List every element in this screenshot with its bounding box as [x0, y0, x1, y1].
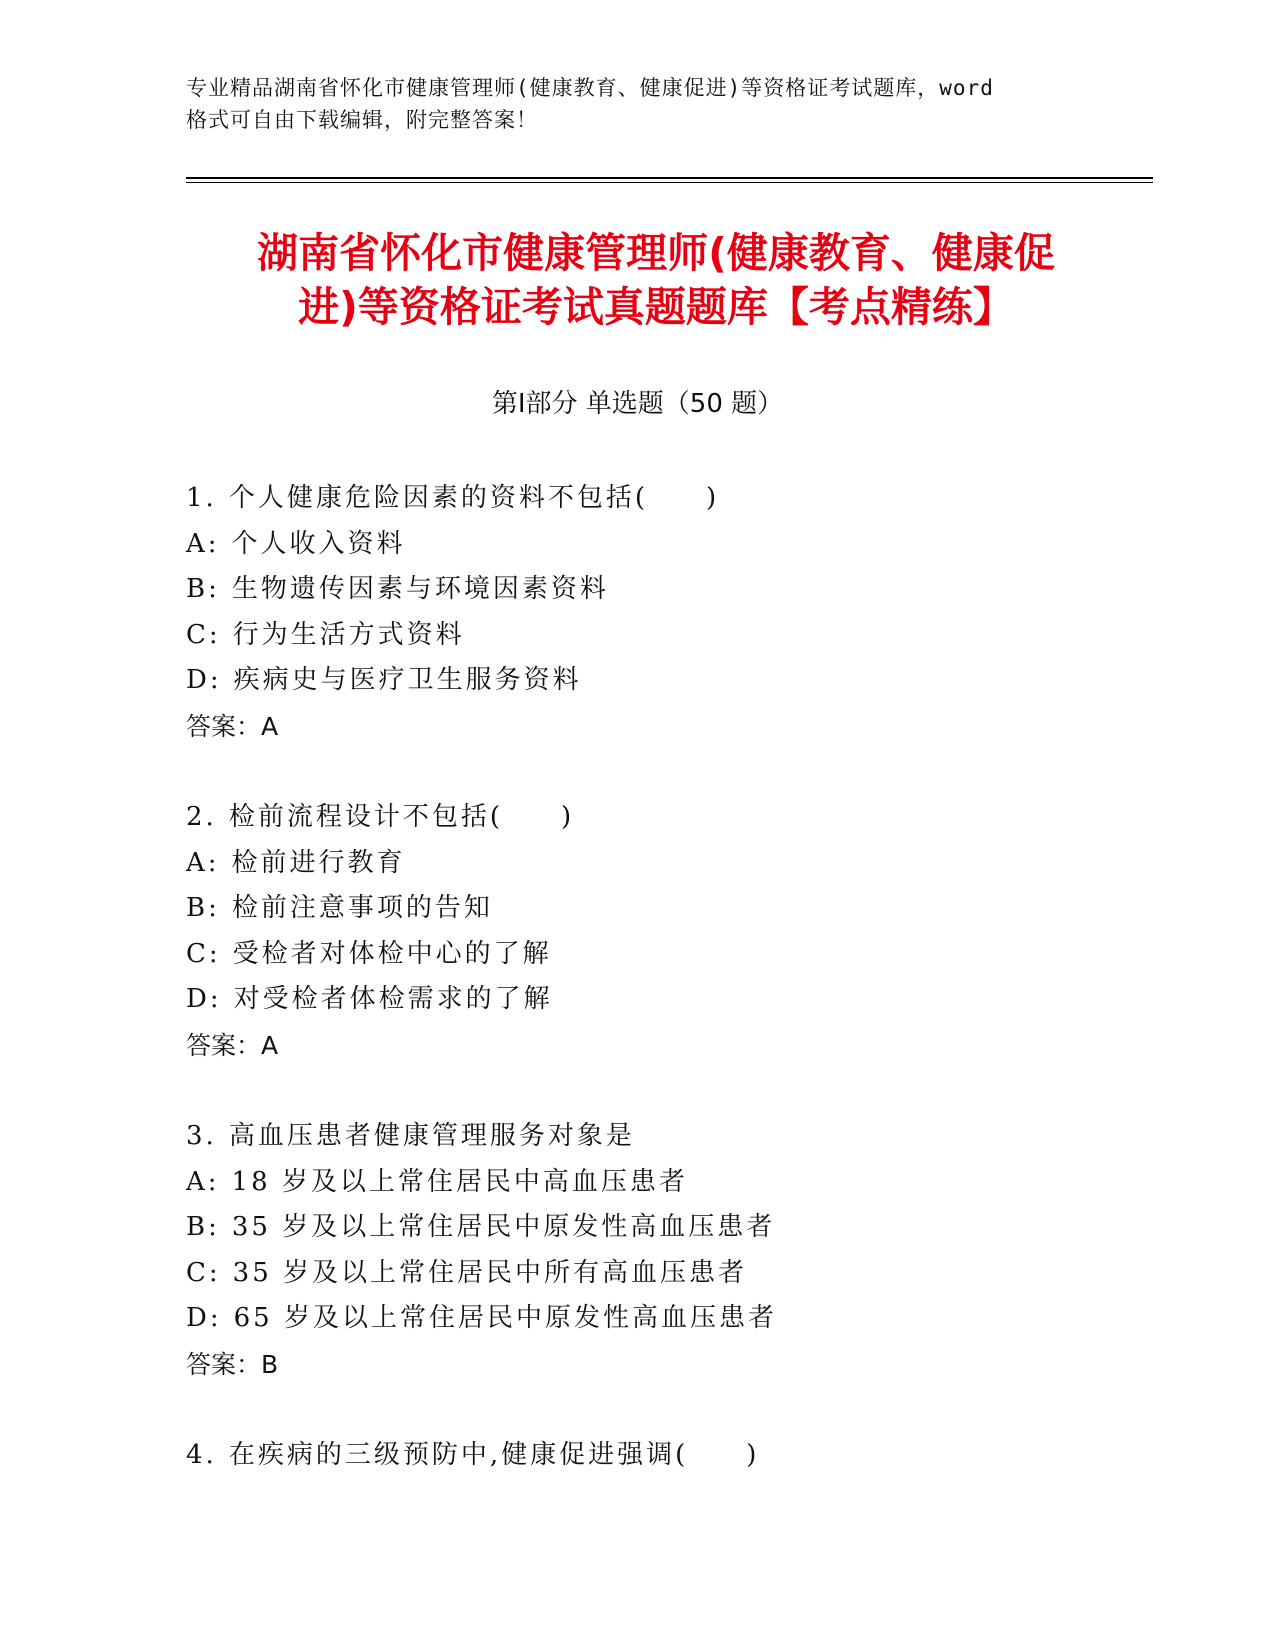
option-text: 受检者对体检中心的了解 — [232, 938, 552, 969]
option-label: A: — [186, 847, 220, 878]
question-3 — [186, 1114, 1146, 1387]
option-label: B: — [186, 893, 220, 923]
header-note-line-1: 专业精品湖南省怀化市健康管理师(健康教育、健康促进)等资格证考试题库，word — [186, 76, 994, 100]
document-title-line-2: 进)等资格证考试真题题库【考点精练】 — [298, 283, 1014, 331]
option-label: C: — [186, 938, 221, 969]
option-text: 35 岁及以上常住居民中所有高血压患者 — [232, 1257, 748, 1288]
question-list — [186, 476, 1146, 1525]
question-1-option-a — [186, 522, 1146, 568]
option-label: A: — [186, 1166, 220, 1197]
question-number: 1. — [186, 483, 217, 513]
option-label: C: — [186, 619, 221, 650]
question-3-option-c — [186, 1251, 1146, 1297]
option-text: 疾病史与医疗卫生服务资料 — [233, 665, 582, 695]
option-text: 对受检者体检需求的了解 — [233, 984, 553, 1014]
option-label: D: — [186, 1303, 222, 1333]
document-title-line-1: 湖南省怀化市健康管理师(健康教育、健康促 — [257, 229, 1055, 277]
question-1-answer: 答案：A — [186, 711, 279, 741]
question-4-stem — [186, 1433, 1146, 1479]
question-3-stem — [186, 1114, 1146, 1160]
option-label: A: — [186, 528, 220, 559]
header-note — [186, 72, 1086, 136]
question-2-stem — [186, 795, 1146, 841]
question-1-option-d — [186, 658, 1146, 704]
header-divider-thin — [186, 182, 1153, 183]
question-3-option-b — [186, 1205, 1146, 1251]
header-note-line-2: 格式可自由下载编辑，附完整答案！ — [186, 108, 538, 132]
question-number: 3. — [186, 1121, 217, 1151]
question-text: 检前流程设计不包括( ) — [228, 802, 575, 832]
question-1-option-b — [186, 567, 1146, 613]
option-label: C: — [186, 1257, 221, 1288]
question-text: 个人健康危险因素的资料不包括( ) — [228, 483, 720, 513]
option-text: 生物遗传因素与环境因素资料 — [231, 574, 609, 604]
question-4 — [186, 1433, 1146, 1479]
option-text: 检前进行教育 — [231, 847, 406, 878]
question-text: 在疾病的三级预防中,健康促进强调( ) — [228, 1440, 760, 1470]
question-2-option-a — [186, 841, 1146, 887]
document-title — [186, 226, 1126, 334]
question-2-option-d — [186, 977, 1146, 1023]
option-label: D: — [186, 984, 222, 1014]
option-text: 35 岁及以上常住居民中原发性高血压患者 — [231, 1212, 776, 1242]
question-text: 高血压患者健康管理服务对象是 — [228, 1121, 635, 1151]
option-text: 18 岁及以上常住居民中高血压患者 — [231, 1166, 688, 1197]
option-text: 检前注意事项的告知 — [231, 893, 493, 923]
option-text: 个人收入资料 — [231, 528, 406, 559]
option-label: D: — [186, 665, 222, 695]
option-text: 65 岁及以上常住居民中原发性高血压患者 — [233, 1303, 777, 1333]
option-label: B: — [186, 1212, 220, 1242]
question-2-option-c — [186, 932, 1146, 978]
option-label: B: — [186, 574, 220, 604]
question-3-answer: 答案：B — [186, 1349, 279, 1379]
question-number: 4. — [186, 1440, 217, 1470]
question-2-option-b — [186, 886, 1146, 932]
question-1 — [186, 476, 1146, 749]
question-2 — [186, 795, 1146, 1068]
question-1-option-c — [186, 613, 1146, 659]
question-2-answer: 答案：A — [186, 1030, 279, 1060]
header-divider-thick — [186, 177, 1153, 179]
question-number: 2. — [186, 802, 217, 832]
question-3-option-a — [186, 1160, 1146, 1206]
question-1-stem — [186, 476, 1146, 522]
option-text: 行为生活方式资料 — [232, 619, 465, 650]
question-3-option-d — [186, 1296, 1146, 1342]
section-title: 第Ⅰ部分 单选题（50 题） — [491, 389, 784, 419]
